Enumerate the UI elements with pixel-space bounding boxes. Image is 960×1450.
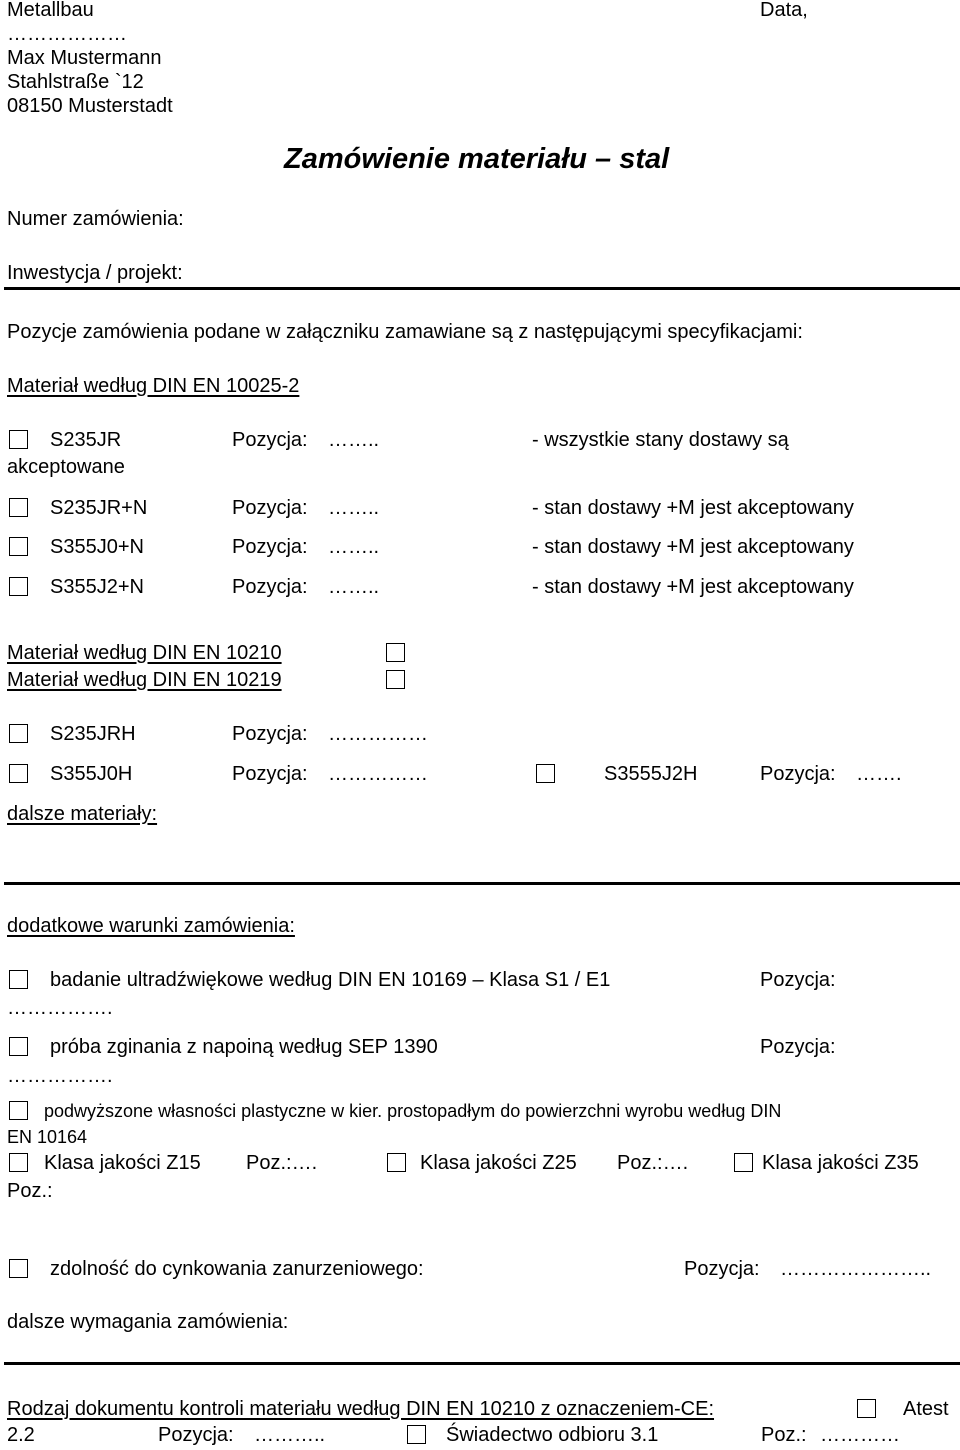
divider-middle xyxy=(4,882,960,885)
page-title: Zamówienie materiału – stal xyxy=(284,143,670,175)
grade-note: - stan dostawy +M jest akceptowany xyxy=(532,536,854,558)
position-label: Pozycja: xyxy=(760,1036,836,1058)
checkbox-ultrasonic[interactable] xyxy=(9,970,28,989)
position-dots: …….. xyxy=(328,576,380,598)
city-address: 08150 Musterstadt xyxy=(7,95,173,117)
inspection-label: Rodzaj dokumentu kontroli materiału według DIN EN 10210 z oznaczeniem-CE: xyxy=(7,1398,715,1420)
position-dots: …….. xyxy=(328,497,380,519)
position-label: Pozycja: xyxy=(232,536,308,558)
position-label: Pozycja: xyxy=(232,576,308,598)
z15-pos: Poz.:…. xyxy=(246,1152,318,1174)
checkbox-z25[interactable] xyxy=(387,1153,406,1172)
additional-conditions-label: dodatkowe warunki zamówienia: xyxy=(7,915,295,937)
checkbox-z-quality[interactable] xyxy=(9,1101,28,1120)
checkbox-s235jr-n[interactable] xyxy=(9,498,28,517)
contact-name: Max Mustermann xyxy=(7,47,162,69)
z25-label: Klasa jakości Z25 xyxy=(420,1152,577,1174)
checkbox-s235jr[interactable] xyxy=(9,430,28,449)
grade-s355j0h: S355J0H xyxy=(50,763,133,785)
project-label: Inwestycja / projekt: xyxy=(7,262,183,284)
grade-s235jrh: S235JRH xyxy=(50,723,136,745)
checkbox-z35[interactable] xyxy=(734,1153,753,1172)
bend-test-label: próba zginania z napoiną według SEP 1390 xyxy=(50,1036,438,1058)
grade-s355j0-n: S355J0+N xyxy=(50,536,144,558)
z35-pos: Poz.: xyxy=(7,1180,53,1202)
checkbox-din-10210[interactable] xyxy=(386,643,405,662)
checkbox-din-10219[interactable] xyxy=(386,670,405,689)
din-10219-label: Materiał według DIN EN 10219 xyxy=(7,669,282,691)
din-10025-heading: Materiał według DIN EN 10025-2 xyxy=(7,375,300,397)
position-label: Pozycja: xyxy=(760,969,836,991)
position-label: Pozycja: xyxy=(232,763,308,785)
grade-s3555j2h: S3555J2H xyxy=(604,763,698,785)
grade-s355j2-n: S355J2+N xyxy=(50,576,144,598)
order-number-label: Numer zamówienia: xyxy=(7,208,184,230)
checkbox-galvanizing[interactable] xyxy=(9,1259,28,1278)
certificate-label: Świadectwo odbioru 3.1 xyxy=(446,1424,659,1446)
ultrasonic-label: badanie ultradźwiękowe według DIN EN 10169 – Klasa S1 / E1 xyxy=(50,969,611,991)
grade-note-cont: akceptowane xyxy=(7,456,125,478)
galvanizing-label: zdolność do cynkowania zanurzeniowego: xyxy=(50,1258,424,1280)
grade-note: - wszystkie stany dostawy są xyxy=(532,429,789,451)
din-10210-label: Materiał według DIN EN 10210 xyxy=(7,642,282,664)
grade-s235jr-n: S235JR+N xyxy=(50,497,148,519)
grade-note: - stan dostawy +M jest akceptowany xyxy=(532,497,854,519)
grade-s235jr: S235JR xyxy=(50,429,122,451)
checkbox-z15[interactable] xyxy=(9,1153,28,1172)
checkbox-s235jrh[interactable] xyxy=(9,724,28,743)
position-dots: ……………. xyxy=(7,1065,113,1087)
position-dots: …………… xyxy=(328,763,428,785)
position-dots: ………………….. xyxy=(780,1258,932,1280)
intro-text: Pozycje zamówienia podane w załączniku zamawiane są z następującymi specyfikacjami: xyxy=(7,321,803,343)
checkbox-s355j0-n[interactable] xyxy=(9,537,28,556)
company-name: Metallbau xyxy=(7,0,94,21)
divider-bottom xyxy=(4,1362,960,1365)
z15-label: Klasa jakości Z15 xyxy=(44,1152,201,1174)
atest-label-cont: 2.2 xyxy=(7,1424,35,1446)
z-quality-label-cont: EN 10164 xyxy=(7,1127,88,1147)
position-label: Pozycja: xyxy=(232,429,308,451)
street-address: Stahlstraße `12 xyxy=(7,71,144,93)
position-dots: ……. xyxy=(856,763,902,785)
grade-note: - stan dostawy +M jest akceptowany xyxy=(532,576,854,598)
poz-dots: ………… xyxy=(820,1424,900,1446)
position-label: Pozycja: xyxy=(232,723,308,745)
checkbox-s355j2-n[interactable] xyxy=(9,577,28,596)
position-dots: ……….. xyxy=(254,1424,326,1446)
checkbox-atest[interactable] xyxy=(857,1399,876,1418)
position-dots: …………… xyxy=(328,723,428,745)
checkbox-bend-test[interactable] xyxy=(9,1037,28,1056)
z35-label: Klasa jakości Z35 xyxy=(762,1152,919,1174)
checkbox-s3555j2h[interactable] xyxy=(536,764,555,783)
company-dots: ……………… xyxy=(7,23,127,45)
position-dots: ……………. xyxy=(7,997,113,1019)
checkbox-s355j0h[interactable] xyxy=(9,764,28,783)
position-dots: …….. xyxy=(328,536,380,558)
position-label: Pozycja: xyxy=(684,1258,760,1280)
z25-pos: Poz.:…. xyxy=(617,1152,689,1174)
position-label: Pozycja: xyxy=(232,497,308,519)
position-label: Pozycja: xyxy=(158,1424,234,1446)
z-quality-label: podwyższone własności plastyczne w kier. prostopadłym do powierzchni wyrobu według DIN xyxy=(44,1101,782,1121)
divider-top xyxy=(4,287,960,290)
date-label: Data, xyxy=(760,0,808,21)
further-materials-label: dalsze materiały: xyxy=(7,803,158,825)
checkbox-certificate-3-1[interactable] xyxy=(407,1425,426,1444)
poz-label: Poz.: xyxy=(761,1424,807,1446)
atest-label: Atest xyxy=(903,1398,949,1420)
position-label: Pozycja: xyxy=(760,763,836,785)
further-requirements-label: dalsze wymagania zamówienia: xyxy=(7,1311,289,1333)
position-dots: …….. xyxy=(328,429,380,451)
